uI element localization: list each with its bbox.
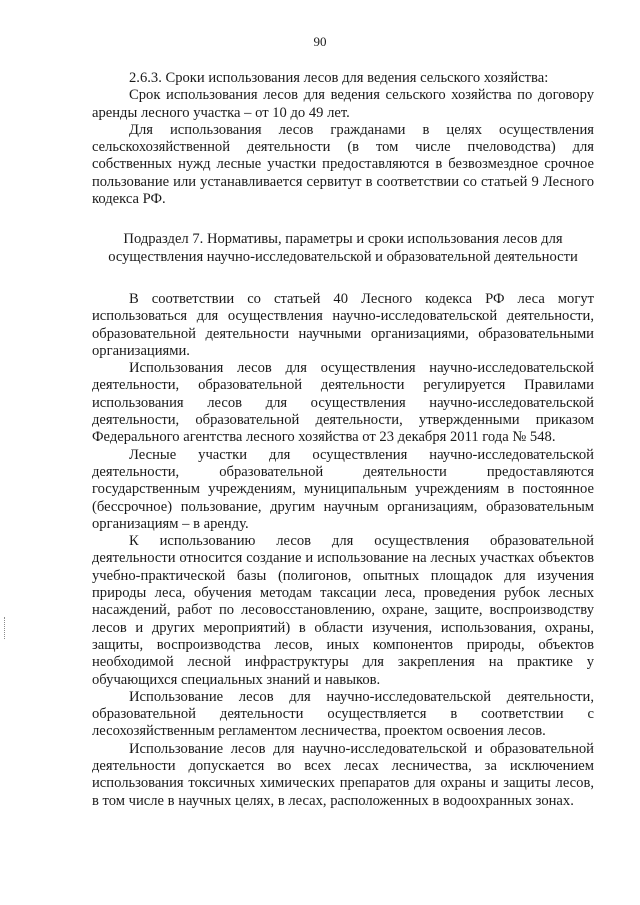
paragraph: Для использования лесов гражданами в целях осуществления сельскохозяйственной деятельности (в том числе пчеловодства) для собственных нужд лесные участки предоставляются в безвозмездное срочное пользование или устанавливается сервитут в соответствии со статьей 9 Лесного кодекса РФ. [92, 121, 594, 208]
paragraph: Использование лесов для научно-исследовательской деятельности, образовательной деятельности осуществляется в соответствии с лесохозяйственным регламентом лесничества, проектом освоения лесов. [92, 688, 594, 740]
paragraph: Срок использования лесов для ведения сельского хозяйства по договору аренды лесного участка – от 10 до 49 лет. [92, 87, 594, 121]
subsection-heading [92, 231, 594, 266]
section-title: 2.6.3. Сроки использования лесов для ведения сельского хозяйства: [129, 70, 549, 86]
subsection-heading-line: Подраздел 7. Нормативы, параметры и сроки использования лесов для [123, 231, 563, 248]
scan-margin-mark [4, 617, 8, 639]
page-number: 90 [313, 34, 327, 49]
paragraph: Лесные участки для осуществления научно-исследовательской деятельности, образовательной деятельности предоставляются государственным учреждениям, муниципальным учреждениям в постоянное (бессрочное) пользование, другим научным организациям, образовательным организациям – в аренду. [92, 446, 594, 532]
subsection-heading-line: осуществления научно-исследовательской и образовательной деятельности [108, 248, 578, 265]
paragraph: Использование лесов для научно-исследовательской и образовательной деятельности допускается во всех лесах лесничества, за исключением использования токсичных химических препаратов для охраны и защиты лесов, в том числе в научных целях, в лесах, расположенных в водоохранных зонах. [92, 740, 594, 809]
paragraph: Использования лесов для осуществления научно-исследовательской деятельности, образовательной деятельности регулируется Правилами использования лесов для осуществления научно-исследовательской деятельности, образовательной деятельности, утвержденными приказом Федерального агентства лесного хозяйства от 23 декабря 2011 года № 548. [92, 360, 594, 446]
paragraph: В соответствии со статьей 40 Лесного кодекса РФ леса могут использоваться для осуществления научно-исследовательской деятельности, образовательной деятельности научными организациями, образовательными организациями. [92, 290, 594, 359]
document-body [92, 70, 594, 810]
paragraph: К использованию лесов для осуществления образовательной деятельности относится создание и использование на лесных участках объектов учебно-практической базы (полигонов, опытных площадок для изучения природы леса, обучения методам таксации леса, проведения рубок лесных насаждений, работ по лесовосстановлению, охране, защите, воспроизводству лесов и других мероприятий) в области изучения, использования, охраны, защиты, воспроизводства лесов, иных компонентов природы, объектов необходимой лесной инфраструктуры для закрепления на практике у обучающихся специальных знаний и навыков. [92, 533, 594, 688]
